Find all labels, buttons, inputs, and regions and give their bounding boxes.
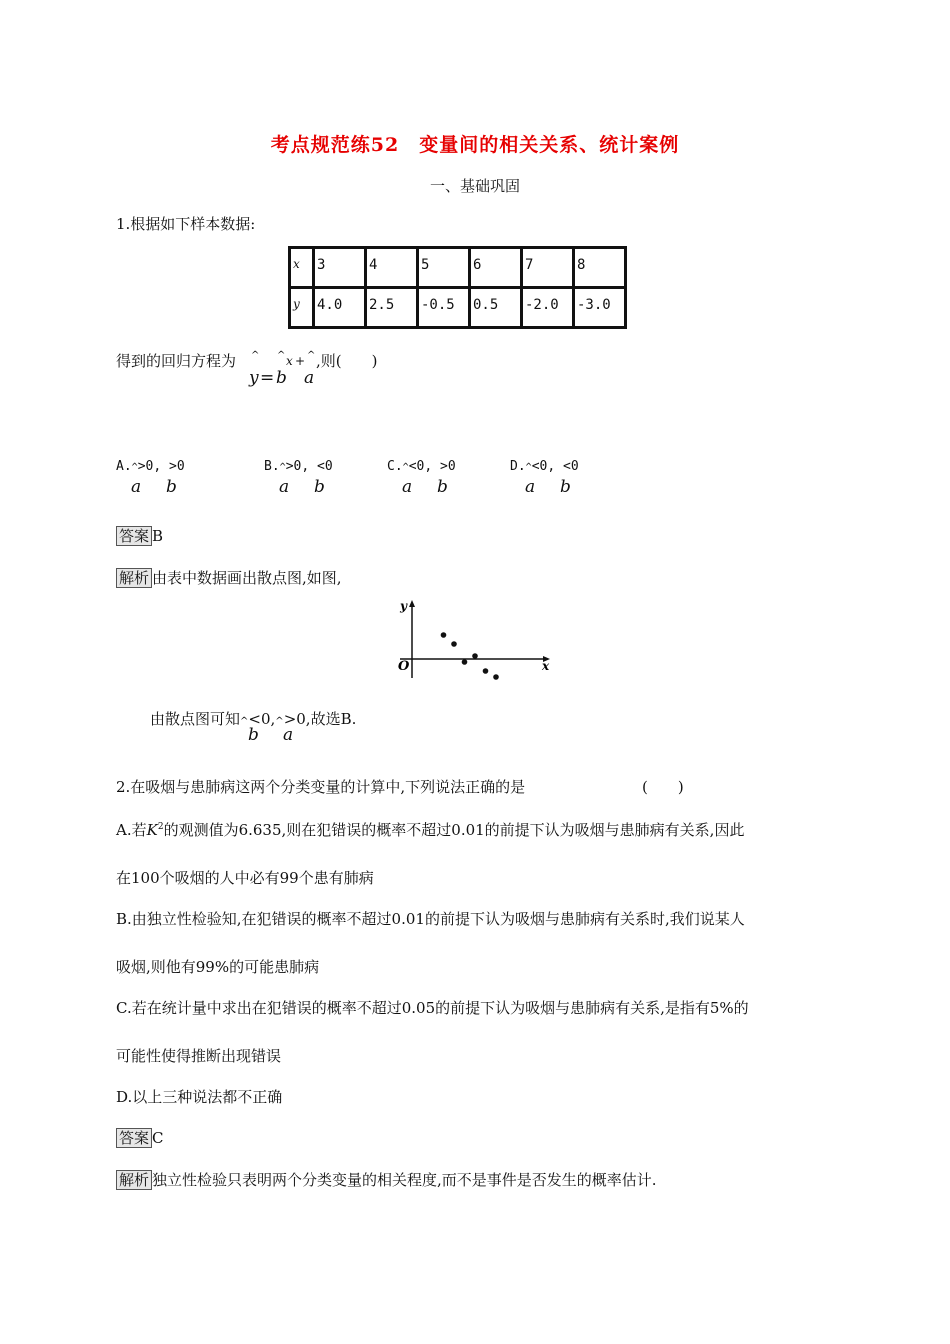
q2-option-d: D.以上三种说法都不正确: [116, 1088, 283, 1106]
option-text: 的观测值为6.635,则在犯错误的概率不超过0.01的前提下认为吸烟与患肺病有关系,因此: [163, 821, 745, 839]
hat-symbol: ^: [131, 462, 138, 473]
q1-option-b: [264, 459, 364, 499]
option-condition: >0, <0: [285, 459, 333, 474]
analysis-tag: 解析: [116, 1170, 152, 1190]
eq-b: b: [276, 368, 287, 388]
hat-symbol: ^: [307, 350, 316, 361]
hat-symbol: ^: [240, 716, 249, 727]
option-var-a: a: [279, 477, 290, 497]
k-superscript: 2: [157, 822, 164, 832]
answer-tag: 答案: [116, 526, 152, 546]
answer-value: C: [152, 1129, 164, 1147]
q2-option-b-line1: B.由独立性检验知,在犯错误的概率不超过0.01的前提下认为吸烟与患肺病有关系时,我们说某人: [116, 910, 745, 928]
table-row-y: [290, 288, 626, 328]
q1-equation-prefix: 得到的回归方程为: [116, 352, 237, 370]
conclusion-mid: <0,: [248, 710, 276, 728]
y-axis-label: y: [400, 599, 407, 613]
table-cell: 8: [574, 248, 626, 288]
table-cell: -2.0: [522, 288, 574, 328]
q1-conclusion: [150, 708, 410, 748]
analysis-tag: 解析: [116, 568, 152, 588]
page-title: 考点规范练52 变量间的相关关系、统计案例: [270, 134, 680, 156]
option-var-b: b: [560, 477, 571, 497]
q2-option-c-line2: 可能性使得推断出现错误: [116, 1047, 282, 1065]
table-cell: x: [290, 248, 314, 288]
option-text: A.若: [116, 821, 147, 839]
q1-analysis-line: [116, 567, 342, 588]
hat-symbol: ^: [275, 716, 284, 727]
scatter-point: [472, 653, 478, 659]
conclusion-var-b: b: [248, 725, 259, 745]
q1-prompt: 1.根据如下样本数据:: [116, 215, 256, 233]
q2-option-a-line1: [116, 819, 744, 840]
option-label: B.: [264, 459, 280, 474]
eq-y: y: [249, 368, 259, 388]
section-heading: 一、基础巩固: [429, 177, 520, 195]
scatter-point: [451, 641, 457, 647]
scatter-point: [483, 668, 489, 674]
q2-prompt: 2.在吸烟与患肺病这两个分类变量的计算中,下列说法正确的是: [116, 778, 526, 796]
q1-equation-suffix: ,则( ): [316, 352, 378, 370]
origin-label: O: [398, 659, 410, 674]
q2-option-b-line2: 吸烟,则他有99%的可能患肺病: [116, 958, 320, 976]
eq-equals: =: [260, 368, 275, 388]
hat-symbol: ^: [279, 462, 286, 473]
option-var-b: b: [437, 477, 448, 497]
sample-data-table: [288, 246, 627, 329]
table-cell: 4: [366, 248, 418, 288]
table-cell: 4.0: [314, 288, 366, 328]
analysis-text: 独立性检验只表明两个分类变量的相关程度,而不是事件是否发生的概率估计.: [152, 1171, 657, 1189]
option-label: A.: [116, 459, 132, 474]
table-cell: -3.0: [574, 288, 626, 328]
eq-plus: +: [295, 354, 306, 368]
option-var-b: b: [166, 477, 177, 497]
scatter-plot: [392, 598, 562, 693]
hat-symbol: ^: [251, 350, 260, 361]
eq-x: x: [286, 354, 293, 368]
y-axis-arrow: [409, 600, 415, 607]
q1-answer-line: [116, 525, 163, 546]
q2-option-c-line1: C.若在统计量中求出在犯错误的概率不超过0.05的前提下认为吸烟与患肺病有关系,是指有5%的: [116, 999, 749, 1017]
hat-symbol: ^: [277, 350, 286, 361]
table-cell: 7: [522, 248, 574, 288]
q2-answer-paren: ( ): [642, 778, 684, 796]
option-condition: <0, <0: [531, 459, 579, 474]
x-axis-label: x: [542, 659, 550, 673]
k-symbol: K: [146, 821, 158, 839]
answer-value: B: [152, 527, 164, 545]
table-row-x: [290, 248, 626, 288]
q2-answer-line: [116, 1127, 164, 1148]
answer-tag: 答案: [116, 1128, 152, 1148]
analysis-text: 由表中数据画出散点图,如图,: [152, 569, 342, 587]
q1-option-c: [387, 459, 487, 499]
q2-analysis-line: [116, 1169, 657, 1190]
option-var-a: a: [131, 477, 142, 497]
table-cell: 0.5: [470, 288, 522, 328]
scatter-points: [441, 632, 499, 680]
option-var-a: a: [525, 477, 536, 497]
table-cell: -0.5: [418, 288, 470, 328]
option-label: D.: [510, 459, 526, 474]
q1-option-a: [116, 459, 216, 499]
scatter-point: [441, 632, 447, 638]
table-cell: 5: [418, 248, 470, 288]
table-cell: 2.5: [366, 288, 418, 328]
q2-option-a-line2: 在100个吸烟的人中必有99个患有肺病: [116, 869, 374, 887]
hat-symbol: ^: [525, 462, 532, 473]
option-var-b: b: [314, 477, 325, 497]
q1-option-d: [510, 459, 610, 499]
option-condition: >0, >0: [137, 459, 185, 474]
hat-symbol: ^: [402, 462, 409, 473]
option-condition: <0, >0: [408, 459, 456, 474]
option-var-a: a: [402, 477, 413, 497]
table-cell: 6: [470, 248, 522, 288]
conclusion-var-a: a: [283, 725, 294, 745]
option-label: C.: [387, 459, 403, 474]
conclusion-pre: 由散点图可知: [150, 710, 241, 728]
scatter-point: [493, 674, 499, 680]
table-cell: y: [290, 288, 314, 328]
table-cell: 3: [314, 248, 366, 288]
scatter-point: [462, 659, 468, 665]
eq-a: a: [304, 368, 315, 388]
conclusion-post: >0,故选B.: [283, 710, 357, 728]
